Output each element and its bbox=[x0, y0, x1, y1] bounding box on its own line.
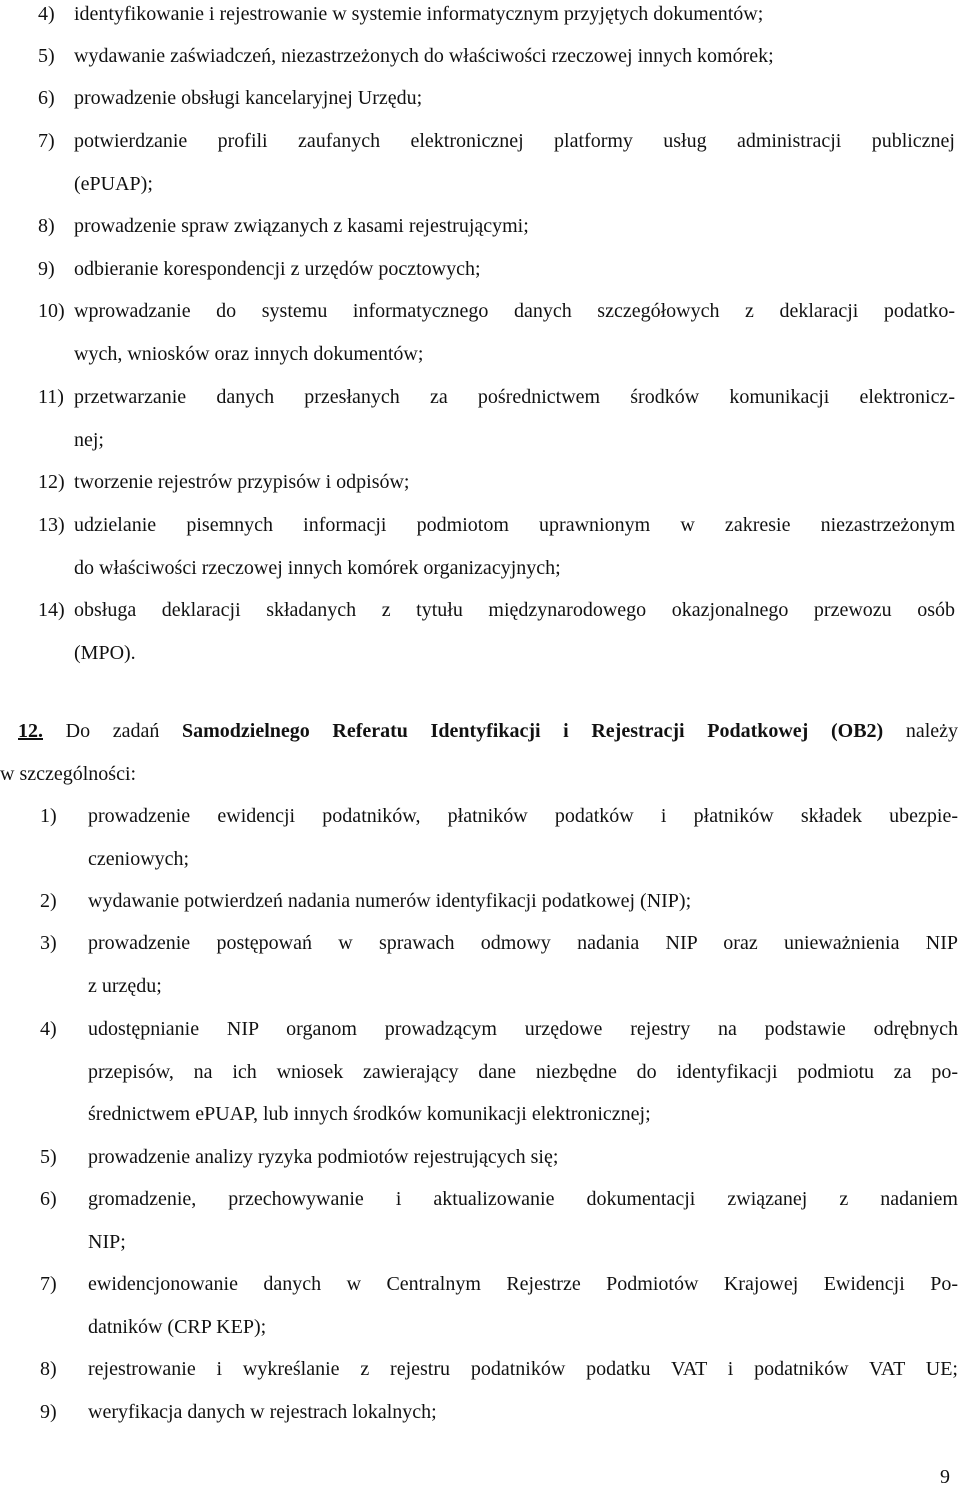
list-item-text: tworzenie rejestrów przypisów i odpisów; bbox=[74, 471, 410, 493]
list-item-text-continuation: (ePUAP); bbox=[74, 172, 153, 195]
list-item-number: 5) bbox=[40, 1146, 57, 1168]
list-item-number: 7) bbox=[40, 1273, 57, 1295]
section-number: 12. bbox=[18, 720, 43, 742]
list-item-text-continuation: średnictwem ePUAP, lub innych środków komunikacji elektronicznej; bbox=[88, 1103, 651, 1126]
list-item-text: prowadzenie spraw związanych z kasami rejestrującymi; bbox=[74, 215, 529, 237]
list-item-text: weryfikacja danych w rejestrach lokalnych; bbox=[88, 1401, 437, 1423]
list-item-text: wydawanie zaświadczeń, niezastrzeżonych do właściwości rzeczowej innych komórek; bbox=[74, 45, 774, 67]
list-item-number: 6) bbox=[38, 87, 55, 109]
list-item-text: potwierdzanie profili zaufanych elektronicznej platformy usług administracji publicznej bbox=[74, 130, 955, 152]
list-item-text: przetwarzanie danych przesłanych za pośrednictwem środków komunikacji elektronicz- bbox=[74, 386, 955, 408]
list-item bbox=[40, 1263, 958, 1349]
list-item-number: 13) bbox=[38, 514, 65, 536]
page-number: 9 bbox=[940, 1466, 950, 1488]
list-item bbox=[38, 290, 958, 376]
list-item-text: wprowadzanie do systemu informatycznego danych szczegółowych z deklaracji podatko- bbox=[74, 300, 955, 322]
list-item bbox=[40, 795, 958, 881]
section-heading bbox=[0, 710, 958, 753]
list-item-text-continuation: przepisów, na ich wniosek zawierający dane niezbędne do identyfikacji podmiotu za po- bbox=[88, 1060, 958, 1083]
list-item-number: 8) bbox=[40, 1358, 57, 1380]
list-item-number: 9) bbox=[40, 1401, 57, 1423]
list-item-text-continuation: wych, wniosków oraz innych dokumentów; bbox=[74, 342, 424, 365]
unit-name: Samodzielnego Referatu Identyfikacji i Rejestracji Podatkowej (OB2) bbox=[181, 720, 884, 742]
list-item-text-continuation: nej; bbox=[74, 428, 104, 451]
list-item-number: 8) bbox=[38, 215, 55, 237]
list-item-text: prowadzenie obsługi kancelaryjnej Urzędu; bbox=[74, 87, 423, 109]
list-item-number: 2) bbox=[40, 890, 57, 912]
list-item-text: gromadzenie, przechowywanie i aktualizowanie dokumentacji związanej z nadaniem bbox=[88, 1188, 958, 1210]
list-item bbox=[38, 589, 958, 675]
list-item-number: 9) bbox=[38, 258, 55, 280]
list-item-text: obsługa deklaracji składanych z tytułu międzynarodowego okazjonalnego przewozu osób bbox=[74, 599, 955, 621]
list-item-text-continuation: (MPO). bbox=[74, 641, 136, 664]
list-item-text: rejestrowanie i wykreślanie z rejestru podatników podatku VAT i podatników VAT UE; bbox=[88, 1358, 958, 1380]
list-item-number: 10) bbox=[38, 300, 65, 322]
section-intro-line: w szczególności: bbox=[0, 763, 137, 785]
section-intro-text-end: należy bbox=[905, 720, 959, 742]
list-item bbox=[40, 1008, 958, 1136]
list-item-number: 5) bbox=[38, 45, 55, 67]
list-item-text: prowadzenie postępowań w sprawach odmowy nadania NIP oraz unieważnienia NIP bbox=[88, 932, 958, 954]
list-item-text-continuation: czeniowych; bbox=[88, 847, 190, 870]
list-item bbox=[38, 504, 958, 590]
list-item-text-continuation: datników (CRP KEP); bbox=[88, 1315, 267, 1338]
list-item-number: 12) bbox=[38, 471, 65, 493]
list-item-text-continuation: z urzędu; bbox=[88, 974, 162, 997]
list-item-number: 7) bbox=[38, 130, 55, 152]
list-item-number: 6) bbox=[40, 1188, 57, 1210]
section-intro-text: Do zadań bbox=[65, 720, 160, 742]
list-item-number: 3) bbox=[40, 932, 57, 954]
list-item-text: odbieranie korespondencji z urzędów pocztowych; bbox=[74, 258, 481, 280]
list-item-text: prowadzenie ewidencji podatników, płatników podatków i płatników składek ubezpie- bbox=[88, 805, 958, 827]
list-item-number: 4) bbox=[40, 1018, 57, 1040]
list-item-text: wydawanie potwierdzeń nadania numerów identyfikacji podatkowej (NIP); bbox=[88, 890, 692, 912]
list-item-text-continuation: do właściwości rzeczowej innych komórek organizacyjnych; bbox=[74, 556, 561, 579]
list-item-text: udostępnianie NIP organom prowadzącym urzędowe rejestry na podstawie odrębnych bbox=[88, 1018, 958, 1040]
list-item-number: 14) bbox=[38, 599, 65, 621]
list-item-text: udzielanie pisemnych informacji podmiotom uprawnionym w zakresie niezastrzeżonym bbox=[74, 514, 955, 536]
list-item-number: 4) bbox=[38, 3, 55, 25]
list-item bbox=[40, 922, 958, 1008]
list-item bbox=[40, 1178, 958, 1264]
list-item-text-continuation: NIP; bbox=[88, 1230, 126, 1253]
list-item-text: prowadzenie analizy ryzyka podmiotów rejestrujących się; bbox=[88, 1146, 559, 1168]
list-item-number: 1) bbox=[40, 805, 57, 827]
list-item-text: identyfikowanie i rejestrowanie w systemie informatycznym przyjętych dokumentów; bbox=[74, 3, 764, 25]
list-item-text: ewidencjonowanie danych w Centralnym Rejestrze Podmiotów Krajowej Ewidencji Po- bbox=[88, 1273, 958, 1295]
list-item bbox=[38, 120, 958, 206]
list-item bbox=[38, 376, 958, 462]
list-item-number: 11) bbox=[38, 386, 64, 408]
